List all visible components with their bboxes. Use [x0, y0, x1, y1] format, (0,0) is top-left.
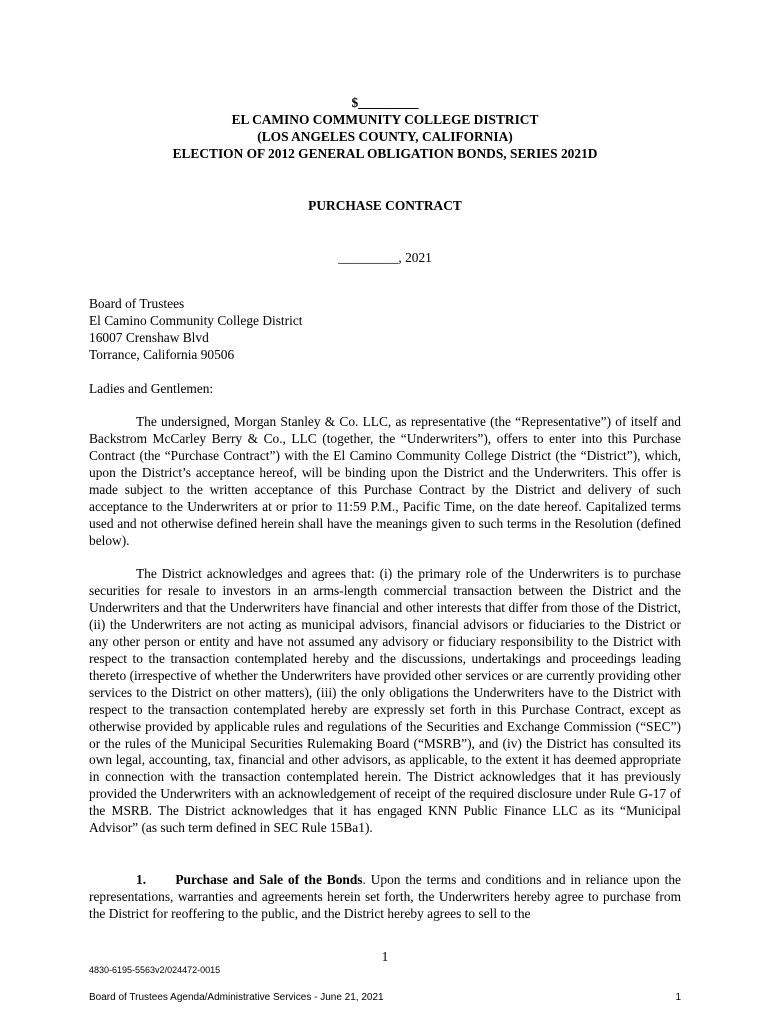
section-text: . Upon the terms and conditions and in reliance upon the representations, warranties and agreements herein set forth, the Underwriters hereby agree to purchase from the District for reoffering to the public, and the District hereby agrees to sell to the [89, 872, 681, 921]
footer-page-number: 1 [675, 992, 681, 1003]
salutation: Ladies and Gentlemen: [89, 381, 214, 396]
paragraph-offer: The undersigned, Morgan Stanley & Co. LLC, as representative (the “Representative”) of itself and Backstrom McCarley Berry & Co., LLC (together, the “Underwriters”), offers to enter into this Purchase Contract (the “Purchase Contract”) with the El Camino Community College District (the “District”), which, upon the District’s acceptance hereof, will be binding upon the District and the Underwriters. This offer is made subject to the written acceptance of this Purchase Contract by the District and delivery of such acceptance to the Underwriters at or prior to 11:59 P.M., Pacific Time, on the date hereof. Capitalized terms used and not otherwise defined herein shall have the meanings given to such terms in the Resolution (defined below). [89, 414, 681, 548]
document-id: 4830-6195-5563v2/024472-0015 [89, 965, 221, 975]
section-title: Purchase and Sale of the Bonds [175, 872, 363, 887]
address-line-3: 16007 Crenshaw Blvd [89, 330, 209, 345]
county-name: (LOS ANGELES COUNTY, CALIFORNIA) [257, 129, 513, 144]
bond-series: ELECTION OF 2012 GENERAL OBLIGATION BONDS, SERIES 2021D [172, 146, 598, 161]
address-line-4: Torrance, California 90506 [89, 347, 235, 362]
address-line-2: El Camino Community College District [89, 313, 303, 328]
paragraph-section-1 [89, 872, 681, 923]
section-number: 1. [136, 872, 147, 887]
page-number: 1 [381, 949, 389, 964]
recipient-address [89, 295, 303, 363]
footer-agenda-text: Board of Trustees Agenda/Administrative Services - June 21, 2021 [89, 992, 384, 1003]
date-line: _________, 2021 [338, 250, 432, 265]
paragraph-acknowledgement: The District acknowledges and agrees that: (i) the primary role of the Underwriters is to purchase securities for resale to investors in an arms-length commercial transaction between the District and the Underwriters and that the Underwriters have financial and other interests that differ from those of the District, (ii) the Underwriters are not acting as municipal advisors, financial advisors or fiduciaries to the District or any other person or entity and have not assumed any advisory or fiduciary responsibility to the District with respect to the transaction contemplated hereby and the discussions, undertakings and proceedings leading thereto (irrespective of whether the Underwriters have provided other services or are currently providing other services to the District on other matters), (iii) the only obligations the Underwriters have to the District with respect to the transaction contemplated hereby are expressly set forth in this Purchase Contract, except as otherwise provided by applicable rules and regulations of the Securities and Exchange Commission (“SEC”) or the rules of the Municipal Securities Rulemaking Board (“MSRB”), and (iv) the District has consulted its own legal, accounting, tax, financial and other advisors, as applicable, to the extent it has deemed appropriate in connection with the transaction contemplated herein. The District acknowledges that it has previously provided the Underwriters with an acknowledgement of receipt of the required disclosure under Rule G-17 of the MSRB. The District acknowledges that it has engaged KNN Public Finance LLC as its “Municipal Advisor” (as such term defined in SEC Rule 15Ba1). [89, 566, 681, 836]
contract-title: PURCHASE CONTRACT [308, 198, 462, 213]
document-heading [0, 94, 770, 162]
bond-amount: $_________ [351, 95, 419, 110]
district-name: EL CAMINO COMMUNITY COLLEGE DISTRICT [231, 112, 539, 127]
address-line-1: Board of Trustees [89, 296, 185, 311]
